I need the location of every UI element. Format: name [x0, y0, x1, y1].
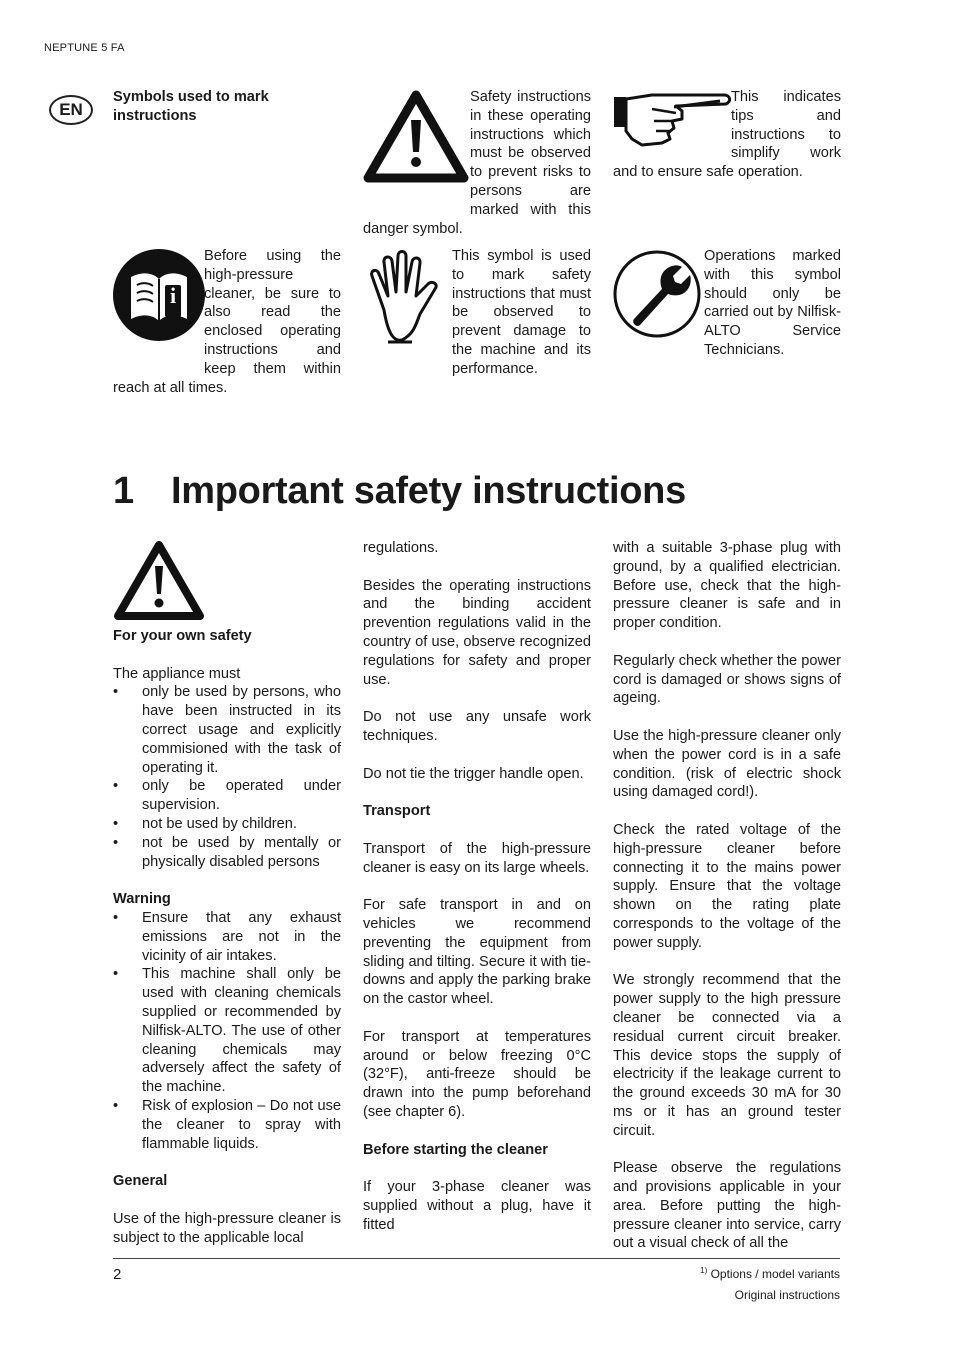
info-symbol-text: Before using the high-pressure cleaner, be sure to also read the enclosed operating instructions and keep them within reach at all times. — [113, 248, 341, 396]
list-item: • Risk of explosion – Do not use the cleaner to spray with flammable liquids. — [113, 1097, 341, 1153]
transport-heading: Transport — [363, 803, 431, 820]
paragraph: with a suitable 3-phase plug with ground, by a qualified electrician. Before use, check that the high-pressure cleaner is safe and in proper condition. — [613, 540, 841, 632]
language-badge: EN — [49, 95, 93, 125]
tips-symbol-text: This indicates tips and instructions to simplify work and to ensure safe operation. — [613, 89, 841, 181]
paragraph: Transport of the high-pressure cleaner is easy on its large wheels. — [363, 840, 591, 876]
general-heading: General — [113, 1173, 168, 1190]
general-paragraph: Use of the high-pressure cleaner is subject to the applicable local — [113, 1210, 341, 1246]
danger-symbol-text: Safety instructions in these operating instructions which must be observed to prevent risks to persons are marked with this danger symbol. — [363, 89, 591, 237]
list-item: • not be used by children. — [113, 815, 341, 834]
must-list — [113, 683, 341, 871]
original-instructions-note: Original instructions — [734, 1288, 840, 1302]
own-safety-heading: For your own safety — [113, 628, 252, 644]
hand-symbol-text: This symbol is used to mark safety instructions that must be observed to prevent damage to the machine and its performance. — [452, 248, 591, 377]
list-item: • not be used by mentally or physically disabled persons — [113, 834, 341, 872]
list-item: • Ensure that any exhaust emissions are not in the vicinity of air intakes. — [113, 909, 341, 965]
column-1 — [113, 627, 341, 1247]
info-letter: i — [169, 283, 177, 308]
paragraph: Use the high-pressure cleaner only when the power cord is in a safe condition. (risk of electric shock using damaged cord!). — [613, 727, 841, 801]
footnote — [700, 1266, 840, 1281]
column-2 — [363, 539, 591, 1234]
list-item: • only be used by persons, who have been instructed in its correct usage and explicitly commisioned with the task of operating it. — [113, 683, 341, 777]
service-symbol-text: Operations marked with this symbol should only be carried out by Nilfisk-ALTO Service Technicians. — [704, 248, 841, 358]
paragraph: Check the rated voltage of the high-pressure cleaner before connecting it to the mains power supply. Ensure that the voltage shown on the rating plate corresponds to the voltage of the power supply. — [613, 821, 841, 951]
list-item: • This machine shall only be used with cleaning chemicals supplied or recommended by Nilfisk-ALTO. The use of other cleaning chemicals may adversely affect the safety of the machine. — [113, 965, 341, 1097]
paragraph: Regularly check whether the power cord is damaged or shows signs of ageing. — [613, 652, 841, 707]
warning-list — [113, 909, 341, 1153]
symbols-section-title: Symbols used to mark instructions — [113, 89, 269, 124]
footnote-mark: 1) — [700, 1266, 708, 1275]
paragraph: Besides the operating instructions and the binding accident prevention regulations valid in the country of use, observe recognized regulations for safety and proper use. — [363, 577, 591, 688]
danger-symbol-description — [363, 88, 591, 238]
before-starting-heading: Before starting the cleaner — [363, 1141, 548, 1158]
paragraph: For transport at temperatures around or below freezing 0°C (32°F), anti-freeze should be drawn into the pump beforehand (see chapter 6). — [363, 1028, 591, 1120]
info-symbol-description — [113, 247, 341, 397]
paragraph: Do not use any unsafe work techniques. — [363, 709, 591, 744]
must-intro: The appliance must — [113, 665, 241, 682]
chapter-title: Important safety instructions — [171, 470, 686, 512]
service-symbol-description — [613, 247, 841, 363]
footer-divider — [113, 1258, 840, 1259]
warning-heading: Warning — [113, 891, 171, 908]
chapter-number: 1 — [113, 470, 134, 512]
list-item: • only be operated under supervision. — [113, 777, 341, 815]
footnote-text: Options / model variants — [710, 1267, 840, 1281]
column-3 — [613, 539, 841, 1253]
paragraph: For safe transport in and on vehicles we recommend preventing the equipment from sliding and tilting. Secure it with tie-downs and apply the parking brake on the castor wheel. — [363, 897, 591, 1008]
tips-symbol-description — [613, 88, 841, 182]
document-model-name: NEPTUNE 5 FA — [44, 42, 125, 54]
warning-triangle-icon — [113, 540, 205, 622]
paragraph: If your 3-phase cleaner was supplied without a plug, have it fitted — [363, 1179, 591, 1233]
paragraph: Please observe the regulations and provisions applicable in your area. Before putting the high-pressure cleaner into service, carry out a visual check of all the — [613, 1160, 841, 1252]
page-number: 2 — [113, 1266, 122, 1283]
chapter-heading — [113, 470, 686, 513]
hand-symbol-description — [363, 247, 591, 379]
paragraph: regulations. — [363, 540, 439, 556]
paragraph: Do not tie the trigger handle open. — [363, 765, 584, 782]
paragraph: We strongly recommend that the power supply to the high pressure cleaner be connected via a residual current circuit breaker. This device stops the supply of electricity if the leakage current to the ground exceeds 30 mA for 30 ms or it has an ground tester circuit. — [613, 972, 841, 1139]
